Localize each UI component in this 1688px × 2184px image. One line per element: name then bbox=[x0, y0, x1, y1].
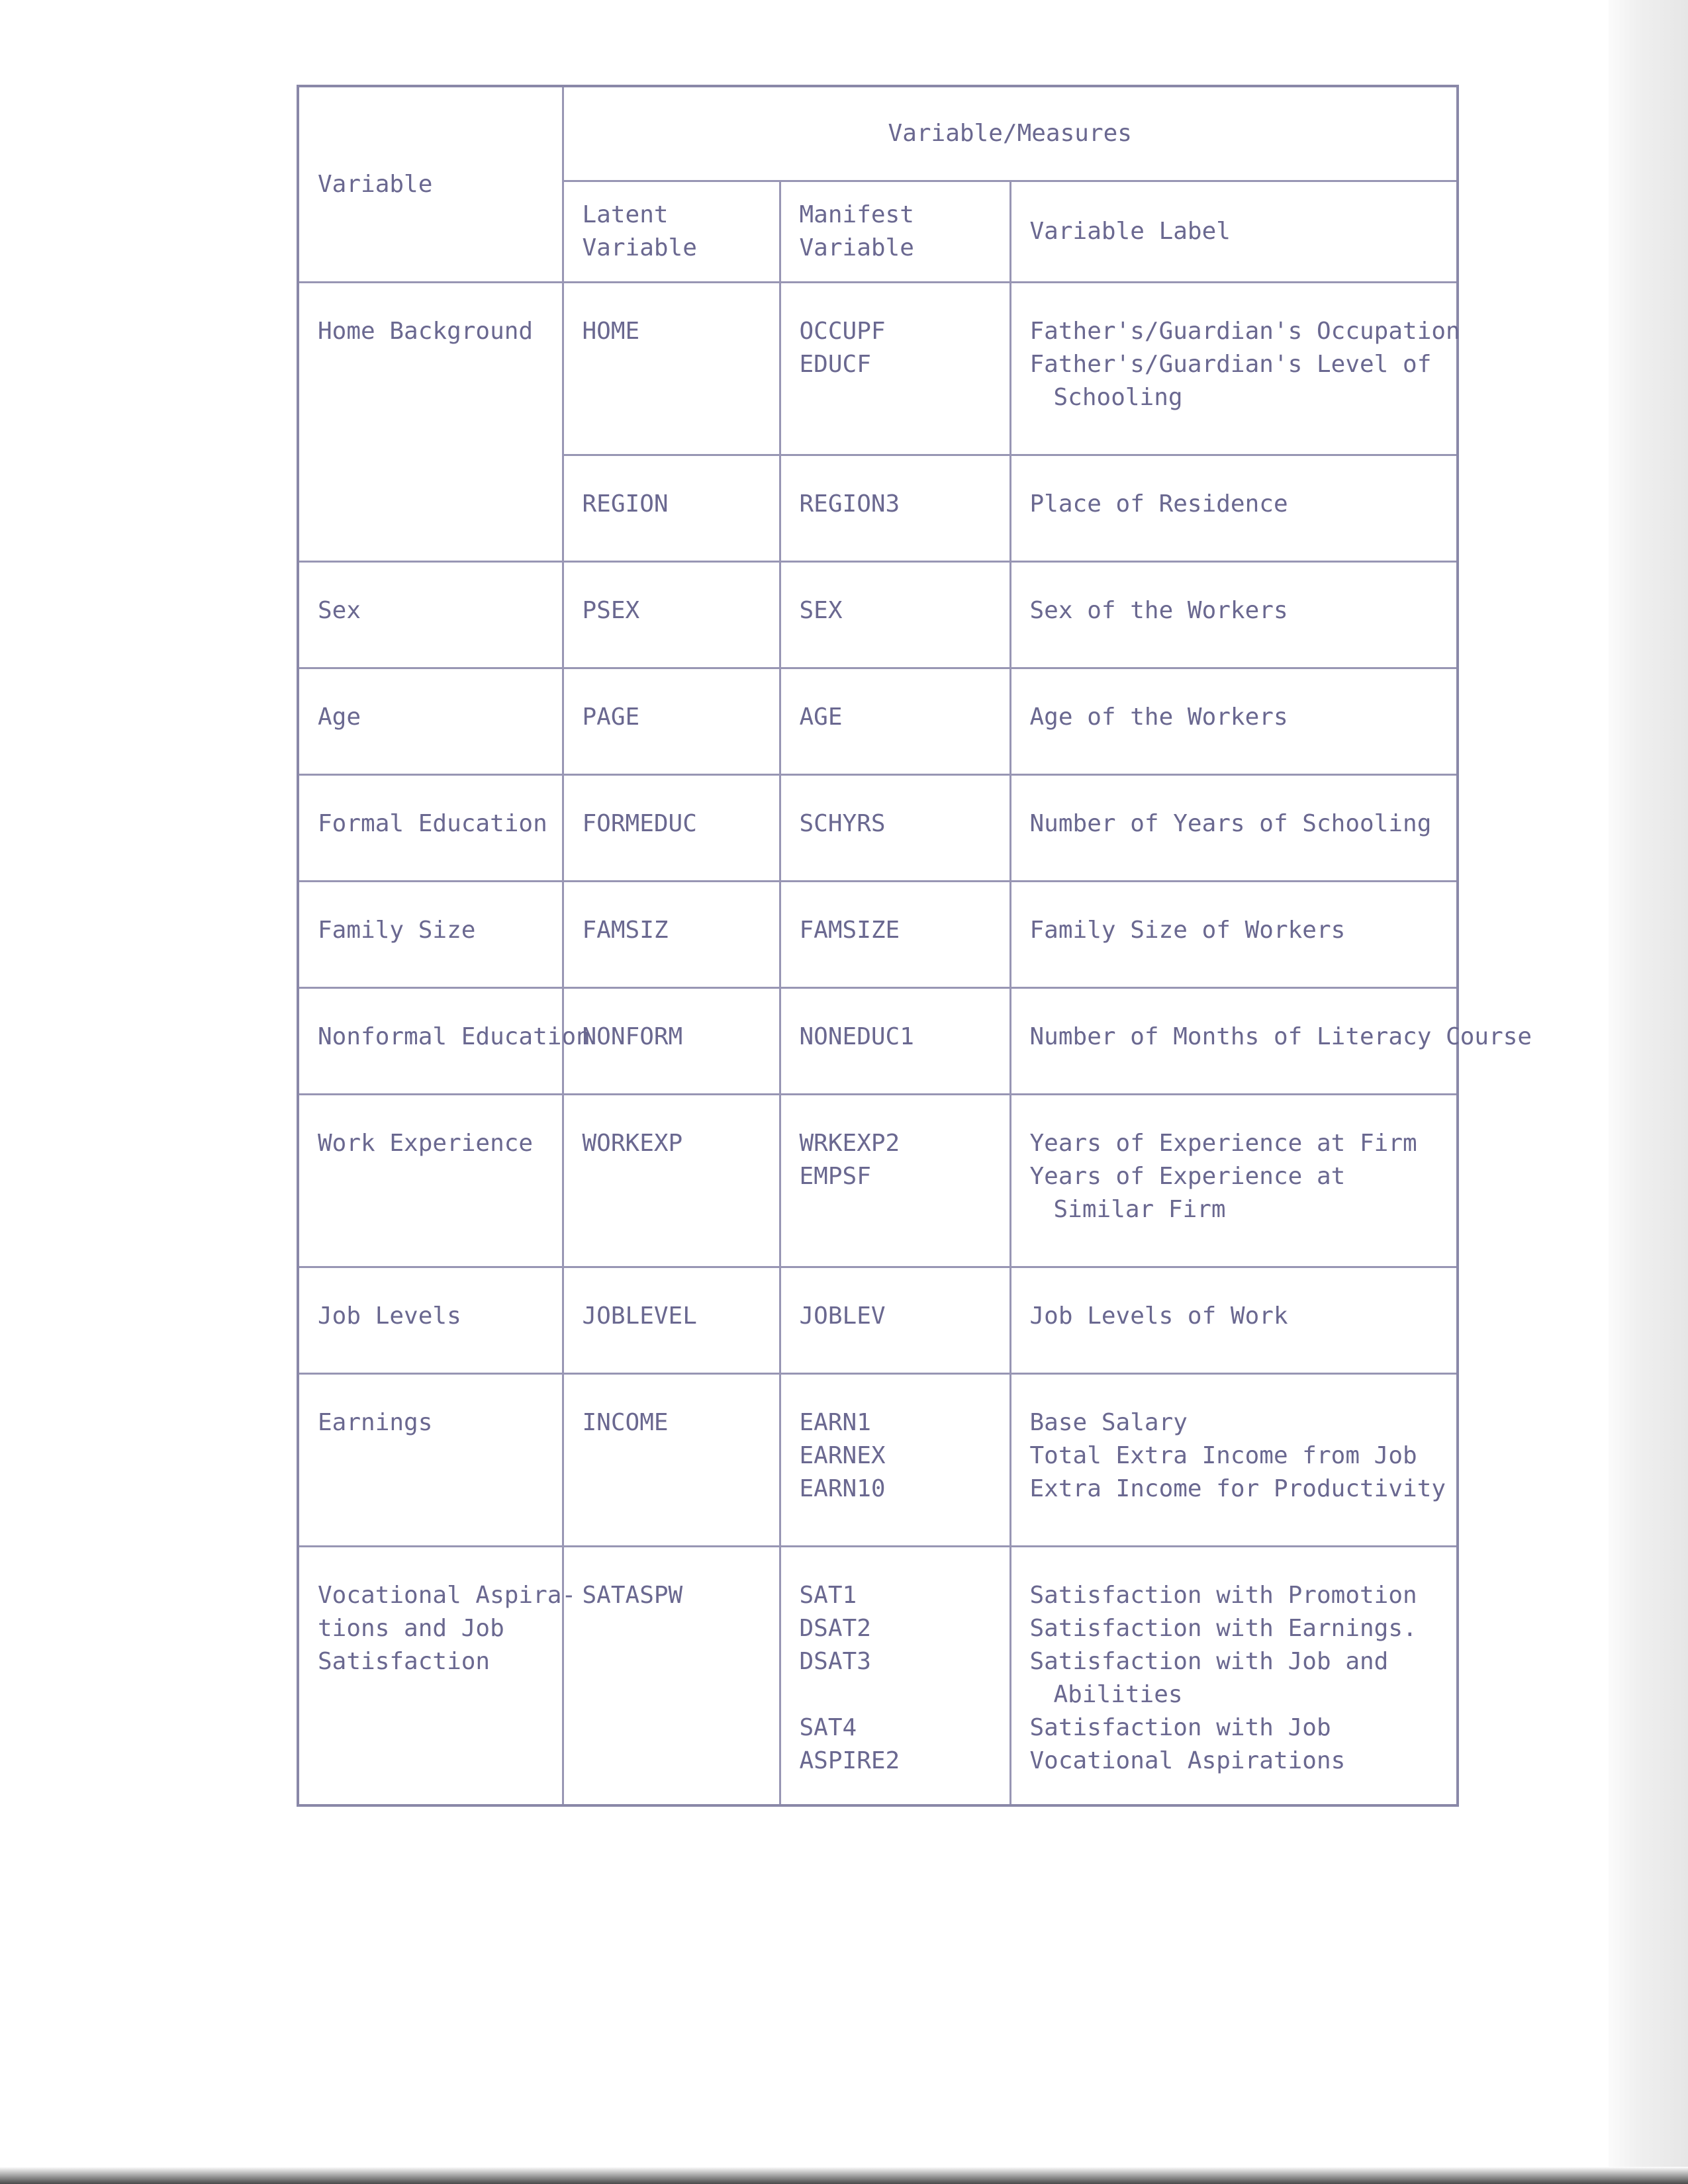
cell-manifest bbox=[780, 455, 1010, 562]
cell-label bbox=[1010, 562, 1458, 668]
cell-latent: PSEX bbox=[563, 562, 780, 668]
header-variable-measures: Variable/Measures bbox=[563, 86, 1458, 181]
scan-bottom-edge bbox=[0, 2167, 1688, 2184]
cell-line: Satisfaction with Earnings. bbox=[1029, 1615, 1417, 1642]
cell-line: Earnings bbox=[318, 1409, 433, 1436]
cell-label bbox=[1010, 455, 1458, 562]
cell-line: Years of Experience at bbox=[1029, 1163, 1346, 1190]
header-latent-variable: Latent Variable bbox=[563, 181, 780, 283]
cell-variable bbox=[298, 1267, 563, 1374]
cell-line: Total Extra Income from Job bbox=[1029, 1442, 1417, 1469]
cell-line: Satisfaction with Promotion bbox=[1029, 1582, 1417, 1609]
cell-manifest bbox=[780, 1095, 1010, 1267]
cell-line: Vocational Aspira- bbox=[318, 1582, 577, 1609]
cell-line: Family Size of Workers bbox=[1029, 917, 1346, 944]
cell-line: DSAT2 bbox=[799, 1615, 871, 1642]
table-row bbox=[298, 562, 1458, 668]
cell-line: NONEDUC1 bbox=[799, 1023, 914, 1050]
cell-line: Satisfaction bbox=[318, 1648, 491, 1675]
cell-line: Family Size bbox=[318, 917, 476, 944]
cell-line: Sex of the Workers bbox=[1029, 597, 1288, 624]
table-row bbox=[298, 1095, 1458, 1267]
cell-line: Age bbox=[318, 704, 361, 731]
cell-manifest bbox=[780, 988, 1010, 1095]
scan-page-edge bbox=[1609, 0, 1688, 2184]
cell-line: Satisfaction with Job bbox=[1029, 1714, 1331, 1741]
cell-latent: HOME bbox=[563, 283, 780, 455]
cell-line: Job Levels of Work bbox=[1029, 1302, 1288, 1330]
cell-manifest bbox=[780, 882, 1010, 988]
table-row bbox=[298, 988, 1458, 1095]
cell-line: Formal Education bbox=[318, 810, 547, 837]
cell-variable bbox=[298, 988, 590, 1095]
cell-manifest bbox=[780, 775, 1010, 882]
cell-line: EARN10 bbox=[799, 1475, 886, 1502]
cell-line: EMPSF bbox=[799, 1163, 871, 1190]
cell-label bbox=[1010, 988, 1532, 1095]
cell-variable bbox=[298, 1095, 563, 1267]
cell-line: Schooling bbox=[1053, 384, 1183, 411]
cell-variable bbox=[298, 1547, 577, 1806]
cell-variable bbox=[298, 562, 563, 668]
cell-line: AGE bbox=[799, 704, 843, 731]
table-row bbox=[298, 283, 1458, 455]
cell-line: Place of Residence bbox=[1029, 490, 1288, 518]
cell-line: Abilities bbox=[1053, 1681, 1183, 1708]
cell-line: Number of Months of Literacy Course bbox=[1029, 1023, 1532, 1050]
table-row bbox=[298, 1374, 1458, 1547]
cell-line: ASPIRE2 bbox=[799, 1747, 900, 1774]
cell-line: SAT1 bbox=[799, 1582, 857, 1609]
cell-line: Extra Income for Productivity bbox=[1029, 1475, 1446, 1502]
cell-line: Work Experience bbox=[318, 1130, 534, 1157]
cell-line: Age of the Workers bbox=[1029, 704, 1288, 731]
cell-line: Years of Experience at Firm bbox=[1029, 1130, 1417, 1157]
cell-latent: WORKEXP bbox=[563, 1095, 780, 1267]
cell-label bbox=[1010, 668, 1458, 775]
cell-line: SCHYRS bbox=[799, 810, 886, 837]
table-body bbox=[298, 283, 1532, 1806]
cell-line: Father's/Guardian's Level of bbox=[1029, 351, 1432, 378]
cell-line: Vocational Aspirations bbox=[1029, 1747, 1346, 1774]
cell-latent: SATASPW bbox=[563, 1547, 780, 1806]
header-manifest-variable: Manifest Variable bbox=[780, 181, 1010, 283]
cell-line: REGION3 bbox=[799, 490, 900, 518]
cell-line: EARN1 bbox=[799, 1409, 871, 1436]
cell-manifest bbox=[780, 1374, 1010, 1547]
header-variable-label: Variable Label bbox=[1010, 181, 1458, 283]
cell-manifest bbox=[780, 1547, 1010, 1806]
cell-variable bbox=[298, 668, 563, 775]
table-row bbox=[298, 882, 1458, 988]
cell-label bbox=[1010, 1547, 1458, 1806]
cell-line: Father's/Guardian's Occupation bbox=[1029, 318, 1460, 345]
cell-manifest bbox=[780, 562, 1010, 668]
cell-spacer bbox=[800, 1678, 991, 1711]
cell-line: WRKEXP2 bbox=[799, 1130, 900, 1157]
table-row bbox=[298, 1547, 1458, 1806]
cell-variable bbox=[298, 1374, 563, 1547]
header-variable: Variable bbox=[298, 86, 563, 283]
cell-latent: FAMSIZ bbox=[563, 882, 780, 988]
cell-line: FAMSIZE bbox=[799, 917, 900, 944]
table-container bbox=[297, 85, 1532, 1807]
cell-line: SAT4 bbox=[799, 1714, 857, 1741]
cell-line: tions and Job bbox=[318, 1615, 504, 1642]
table-row bbox=[298, 775, 1458, 882]
cell-label bbox=[1010, 1095, 1458, 1267]
table-row bbox=[298, 1267, 1458, 1374]
cell-line: DSAT3 bbox=[799, 1648, 871, 1675]
cell-variable bbox=[298, 283, 563, 562]
cell-label bbox=[1010, 283, 1458, 455]
cell-line: SEX bbox=[799, 597, 843, 624]
cell-label bbox=[1010, 1374, 1458, 1547]
cell-line: Base Salary bbox=[1029, 1409, 1188, 1436]
cell-line: Similar Firm bbox=[1053, 1196, 1226, 1223]
cell-variable bbox=[298, 882, 563, 988]
cell-latent: REGION bbox=[563, 455, 780, 562]
table-header bbox=[298, 86, 1458, 283]
cell-line: Number of Years of Schooling bbox=[1029, 810, 1432, 837]
cell-label bbox=[1010, 1267, 1458, 1374]
cell-line: Sex bbox=[318, 597, 361, 624]
table-row bbox=[298, 668, 1458, 775]
cell-manifest bbox=[780, 1267, 1010, 1374]
cell-label bbox=[1010, 775, 1458, 882]
cell-line: Job Levels bbox=[318, 1302, 461, 1330]
cell-manifest bbox=[780, 668, 1010, 775]
cell-latent: PAGE bbox=[563, 668, 780, 775]
cell-line: EARNEX bbox=[799, 1442, 886, 1469]
cell-variable bbox=[298, 775, 563, 882]
cell-label bbox=[1010, 882, 1458, 988]
cell-line: Nonformal Education bbox=[318, 1023, 590, 1050]
cell-line: Satisfaction with Job and bbox=[1029, 1648, 1389, 1675]
cell-line: JOBLEV bbox=[799, 1302, 886, 1330]
cell-line: Home Background bbox=[318, 318, 534, 345]
cell-line: OCCUPF bbox=[799, 318, 886, 345]
variables-table bbox=[297, 85, 1532, 1807]
cell-manifest bbox=[780, 283, 1010, 455]
cell-latent: NONFORM bbox=[563, 988, 780, 1095]
cell-line: EDUCF bbox=[799, 351, 871, 378]
cell-latent: FORMEDUC bbox=[563, 775, 780, 882]
cell-latent: JOBLEVEL bbox=[563, 1267, 780, 1374]
cell-latent: INCOME bbox=[563, 1374, 780, 1547]
